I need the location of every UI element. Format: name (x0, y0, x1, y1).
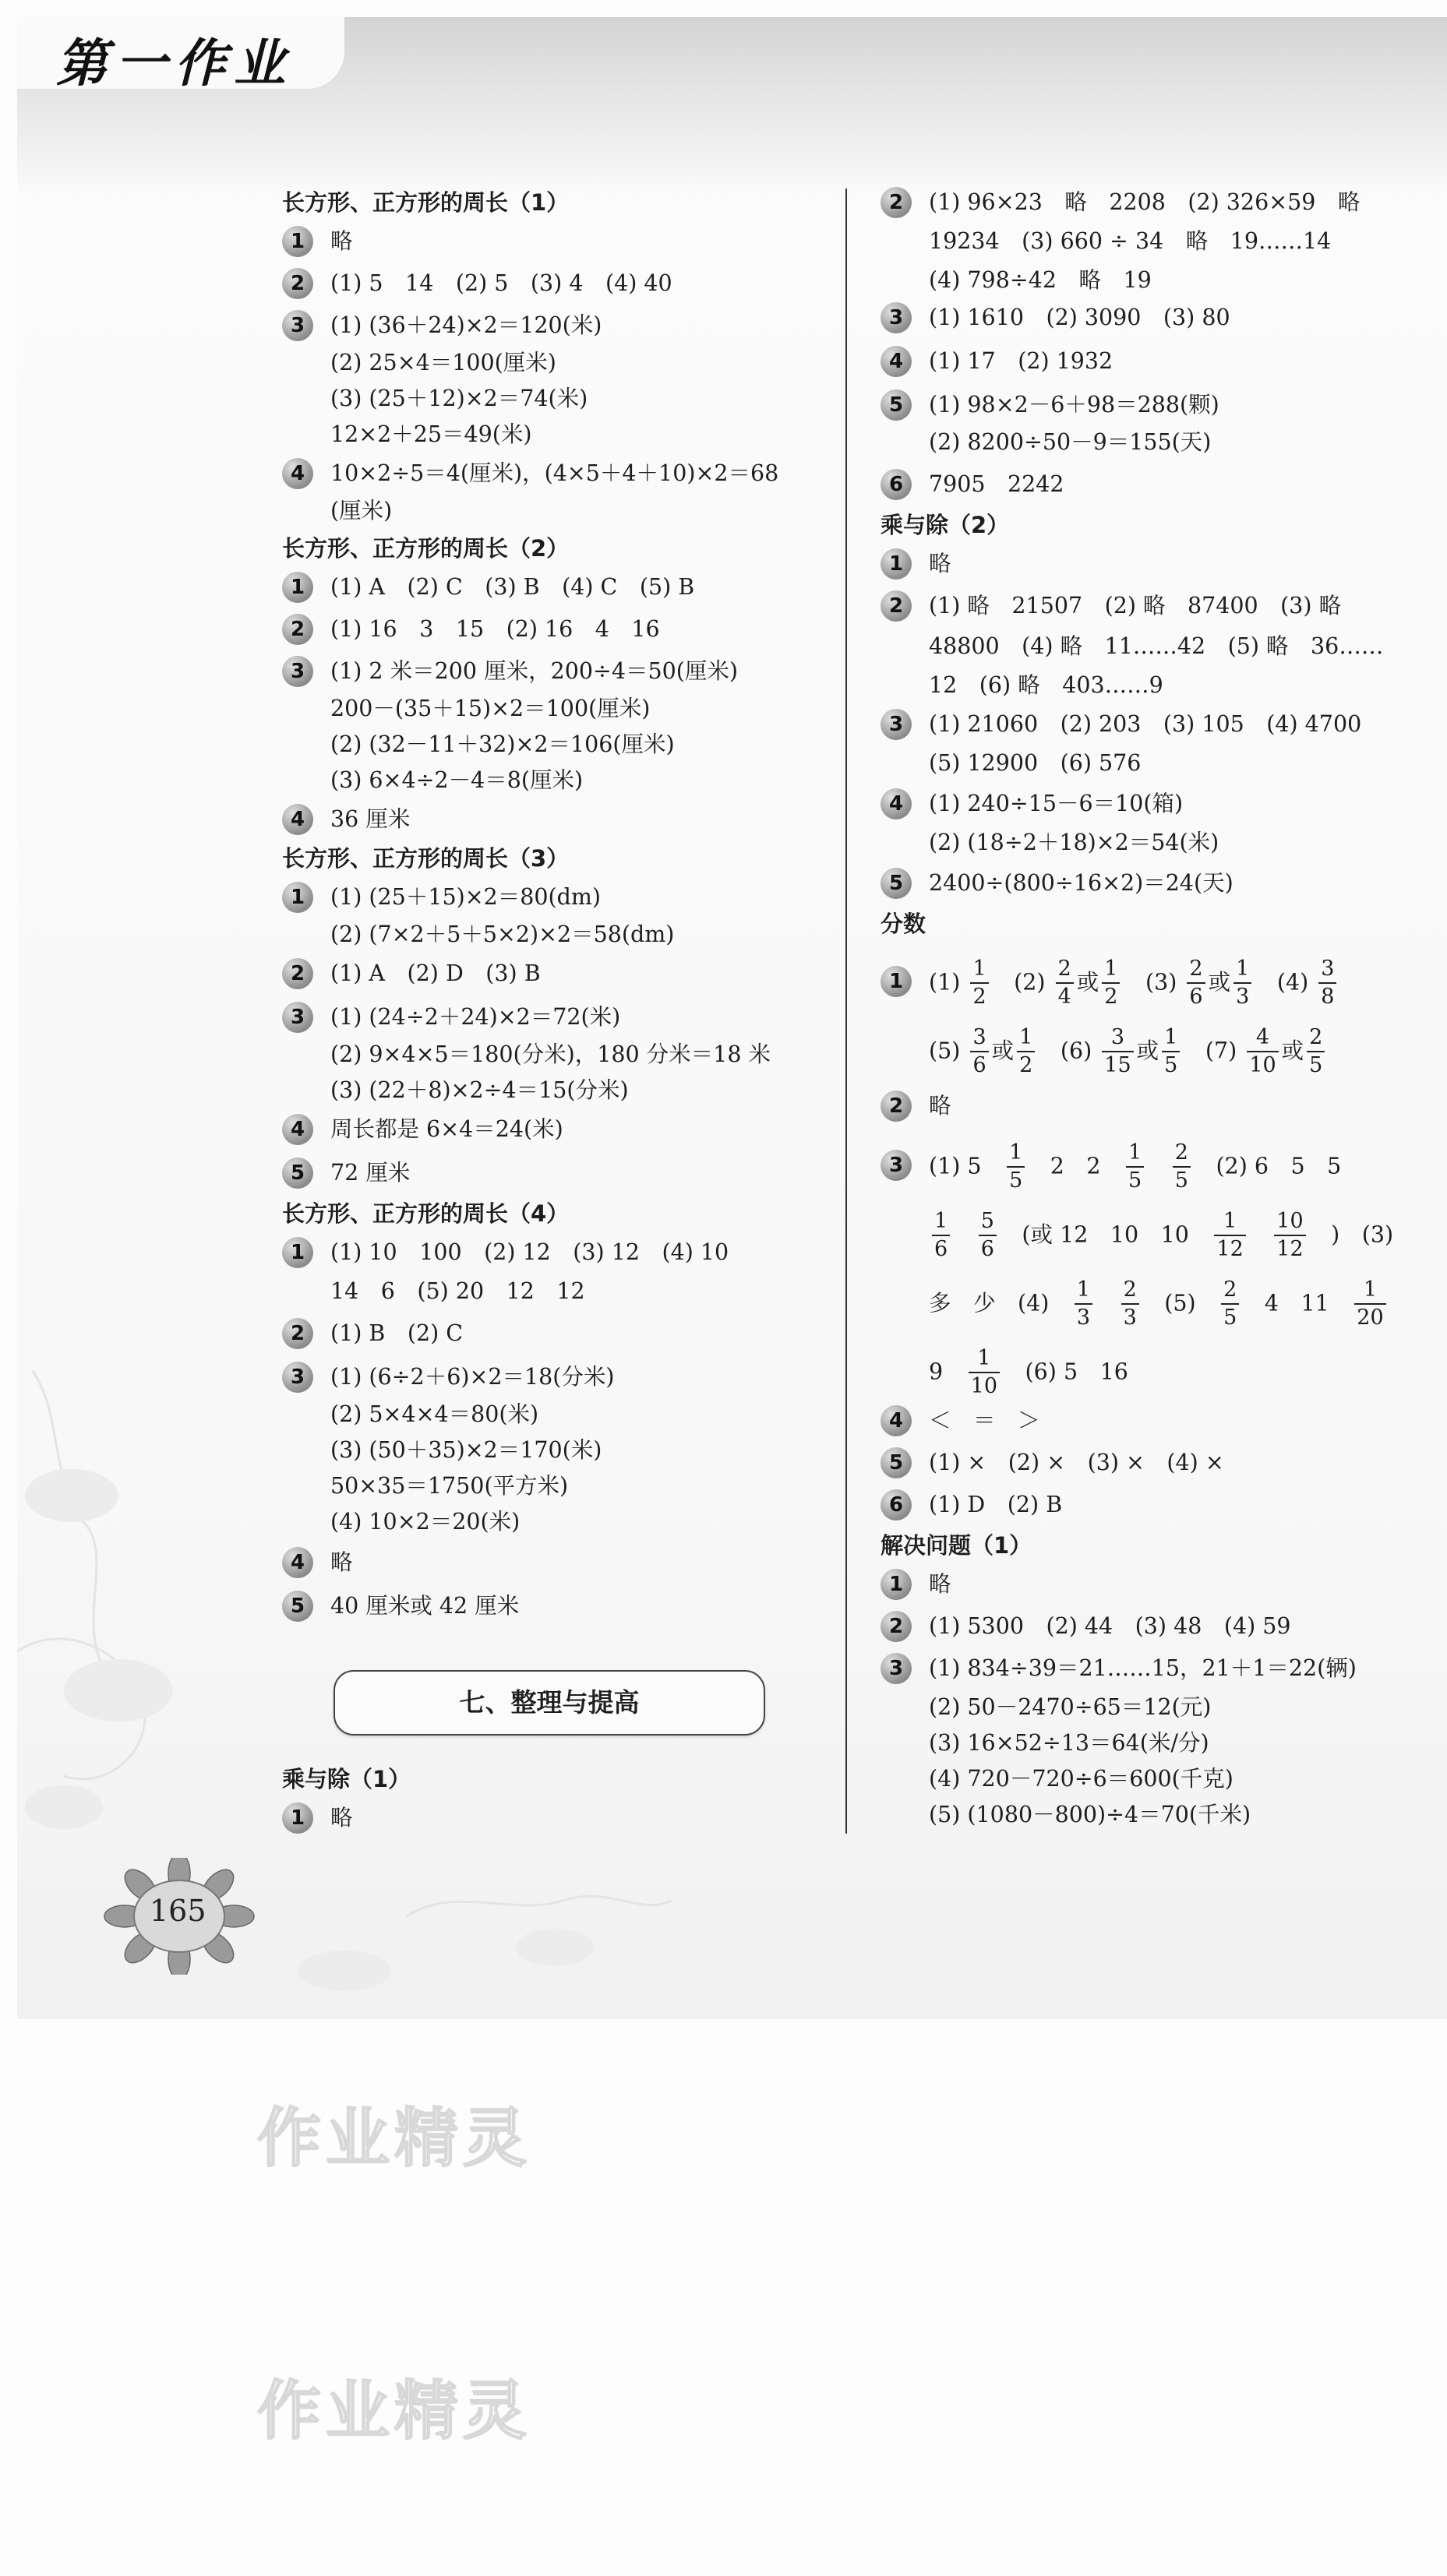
answer-text: 14 6 (5) 20 12 12 (330, 1278, 585, 1304)
fraction-numerator: 1 (1007, 1140, 1025, 1168)
fraction (1214, 1208, 1245, 1263)
answer-text: (1) 21060 (2) 203 (3) 105 (4) 4700 (929, 711, 1362, 737)
fraction-numerator: 5 (979, 1208, 997, 1236)
answer-text: 72 厘米 (330, 1160, 411, 1186)
answer-text (1038, 1038, 1061, 1064)
fraction (1126, 1140, 1144, 1194)
answer-text: (1) 834÷39＝21……15，21＋1＝22(辆) (929, 1655, 1357, 1681)
section-heading: 长方形、正方形的周长（4） (282, 1200, 570, 1227)
answer-text (1255, 970, 1277, 996)
question-number-badge: 3 (881, 1653, 912, 1684)
answer-text: (6) 5 16 (1025, 1358, 1151, 1385)
fraction-denominator: 6 (934, 1236, 948, 1261)
answer-text (1389, 1291, 1412, 1316)
answer-text: (2) (32－11＋32)×2＝106(厘米) (330, 731, 675, 757)
answer-text (1142, 1291, 1165, 1316)
answer-text: 9 (929, 1358, 965, 1385)
fraction (1233, 956, 1251, 1010)
answer-text: (1) 2 米＝200 厘米，200÷4＝50(厘米) (330, 658, 738, 684)
fraction (1102, 956, 1120, 1010)
answer-text: 2 2 (1050, 1153, 1124, 1179)
question-number-badge: 3 (881, 302, 912, 333)
watermark: 作业精灵 (257, 2374, 532, 2448)
answer-text (1096, 1291, 1118, 1316)
fraction-denominator: 2 (1019, 1052, 1033, 1077)
question-number-badge: 1 (881, 966, 912, 997)
question-number-badge: 5 (282, 1158, 313, 1189)
answer-text: (1) 16 3 15 (2) 16 4 16 (330, 616, 660, 642)
answer-text: 36 厘米 (330, 806, 411, 832)
fraction-denominator: 8 (1321, 984, 1335, 1009)
question-number-badge: 4 (282, 1114, 313, 1145)
fraction (1318, 956, 1336, 1010)
question-number-badge: 1 (881, 548, 912, 580)
answer-text: (6) (1060, 1038, 1099, 1064)
fraction-denominator: 10 (1249, 1052, 1276, 1077)
question-number-badge: 3 (282, 1362, 313, 1393)
answer-text: 周长都是 6×4＝24(米) (330, 1116, 563, 1142)
fraction (1102, 1024, 1133, 1079)
answer-text: (1) 略 21507 (2) 略 87400 (3) 略 (929, 593, 1342, 618)
answer-text: (1) A (2) C (3) B (4) C (5) B (330, 574, 695, 600)
question-number-badge: 5 (282, 1591, 313, 1622)
answer-text: (1) 98×2－6＋98＝288(颗) (929, 392, 1219, 418)
fraction-answer-line (929, 1203, 1416, 1265)
question-number-badge: 3 (881, 709, 912, 740)
answer-text: 或 (1136, 1038, 1159, 1064)
fraction-answer-line (929, 1340, 1150, 1402)
answer-text: (1) × (2) × (3) × (4) × (929, 1450, 1224, 1475)
answer-text: 多 少 (4) (929, 1290, 1071, 1316)
answer-text: (1) (24÷2＋24)×2＝72(米) (330, 1004, 621, 1030)
fraction-denominator: 6 (972, 1052, 986, 1077)
answer-text (1003, 1359, 1025, 1385)
answer-text: 12×2＋25＝49(米) (330, 421, 532, 447)
answer-text: (5) (929, 1038, 968, 1064)
fraction (1354, 1277, 1385, 1331)
fraction-denominator: 5 (1164, 1052, 1178, 1077)
question-number-badge: 3 (282, 656, 313, 687)
fraction (1173, 1140, 1191, 1194)
question-number-badge: 2 (282, 958, 313, 989)
fraction (1121, 1277, 1139, 1331)
answer-text (1249, 1222, 1272, 1248)
fraction-numerator: 1 (1017, 1024, 1035, 1052)
fraction-numerator: 1 (1075, 1277, 1092, 1305)
fraction-denominator: 5 (1128, 1168, 1142, 1193)
fraction-numerator: 1 (1233, 956, 1251, 984)
section-heading: 长方形、正方形的周长（3） (282, 845, 570, 872)
fraction (969, 1345, 1000, 1400)
fraction-numerator: 4 (1247, 1024, 1278, 1052)
question-number-badge: 4 (881, 346, 912, 377)
fraction-denominator: 12 (1276, 1236, 1304, 1261)
answer-text: 略 (330, 228, 353, 254)
question-number-badge: 5 (881, 1447, 912, 1478)
answer-text: 2400÷(800÷16×2)＝24(天) (929, 870, 1233, 896)
answer-text: 或 (991, 1038, 1015, 1064)
question-number-badge: 1 (282, 882, 313, 913)
fraction-denominator: 10 (970, 1373, 997, 1398)
answer-text: (4) (1276, 969, 1316, 996)
answer-text: (2) (7×2＋5＋5×2)×2＝58(dm) (330, 922, 675, 947)
question-number-badge: 4 (282, 458, 313, 489)
question-number-badge: 3 (282, 310, 313, 341)
answer-text: (1) D (2) B (929, 1492, 1063, 1517)
fraction (1007, 1140, 1025, 1194)
fraction (1162, 1024, 1180, 1079)
question-number-badge: 5 (881, 868, 912, 899)
fraction-numerator: 1 (1162, 1024, 1180, 1052)
answer-text: (5) (1164, 1290, 1219, 1316)
answer-text: (3) 6×4÷2－4＝8(厘米) (330, 767, 584, 793)
answer-text: (2) 8200÷50－9＝155(天) (929, 429, 1212, 455)
fraction-denominator: 3 (1236, 984, 1250, 1009)
answer-text: (4) 10×2＝20(米) (330, 1509, 521, 1535)
answer-text: (1) 5 14 (2) 5 (3) 4 (4) 40 (330, 270, 672, 296)
answer-text (1309, 1222, 1332, 1248)
fraction-numerator: 3 (1102, 1024, 1133, 1052)
answer-text (1183, 1038, 1205, 1064)
answer-text: 或 (1281, 1038, 1304, 1064)
fraction-numerator: 10 (1274, 1208, 1305, 1236)
question-number-badge: 3 (881, 1150, 912, 1181)
answer-text: 或 (1208, 969, 1231, 996)
answer-text (1000, 1222, 1022, 1248)
fraction (1187, 956, 1205, 1010)
section-heading: 乘与除（2） (881, 512, 1010, 538)
answer-text: 10×2÷5＝4(厘米)，(4×5＋4＋10)×2＝68 (330, 460, 779, 486)
answer-text: (1) B (2) C (330, 1320, 464, 1346)
answer-text: (1) 240÷15－6＝10(箱) (929, 791, 1184, 816)
fraction (979, 1208, 997, 1263)
fraction-denominator: 20 (1357, 1305, 1384, 1330)
answer-text: 200－(35＋15)×2＝100(厘米) (330, 696, 651, 721)
answer-text: (2) 50－2470÷65＝12(元) (929, 1694, 1212, 1720)
answer-text: (1) 17 (2) 1932 (929, 348, 1113, 374)
answer-text: 4 11 (1264, 1290, 1352, 1316)
answer-text: (3) (50＋35)×2＝170(米) (330, 1437, 602, 1463)
answer-text (1028, 1154, 1050, 1179)
answer-text: (2) 5×4×4＝80(米) (330, 1401, 539, 1427)
fraction-numerator: 1 (969, 1345, 1000, 1373)
answer-text: (2) 6 5 5 (1216, 1153, 1364, 1179)
fraction-numerator: 3 (1318, 956, 1336, 984)
fraction-numerator: 2 (1173, 1140, 1191, 1168)
answer-text: ) (3) (1331, 1221, 1416, 1248)
answer-text: (5) (1080－800)÷4＝70(千米) (929, 1802, 1251, 1827)
answer-text (1123, 970, 1145, 996)
answer-text: (2) (1014, 969, 1053, 996)
fraction-denominator: 4 (1057, 984, 1071, 1009)
answer-text: 略 (330, 1549, 353, 1575)
question-number-badge: 1 (282, 1802, 313, 1834)
fraction-denominator: 5 (1309, 1052, 1323, 1077)
fraction (932, 1208, 950, 1263)
fraction-numerator: 2 (1221, 1277, 1239, 1305)
question-number-badge: 1 (282, 1237, 313, 1268)
fraction-denominator: 5 (1009, 1168, 1023, 1193)
answer-text (1194, 1154, 1216, 1179)
fraction (1274, 1208, 1305, 1263)
fraction-numerator: 1 (1354, 1277, 1385, 1305)
answer-text: (3) 16×52÷13＝64(米/分) (929, 1730, 1209, 1756)
section-heading: 乘与除（1） (282, 1766, 411, 1792)
question-number-badge: 5 (881, 389, 912, 421)
answer-text: (或 12 10 10 (1022, 1221, 1212, 1248)
fraction (970, 956, 988, 1010)
answer-text (992, 970, 1015, 996)
fraction-numerator: 3 (970, 1024, 988, 1052)
fraction-answer-line (929, 950, 1362, 1013)
answer-text: 略 (330, 1805, 353, 1831)
answer-text: (1) A (2) D (3) B (330, 960, 541, 986)
answer-text: (1) (36＋24)×2＝120(米) (330, 312, 602, 338)
column-divider (845, 189, 847, 1834)
fraction (1017, 1024, 1035, 1079)
question-number-badge: 2 (881, 1091, 912, 1122)
page-number-flower (101, 1858, 257, 1975)
answer-text (1242, 1291, 1265, 1316)
answer-text: (3) (22＋8)×2÷4＝15(分米) (330, 1077, 629, 1103)
fraction-denominator: 12 (1216, 1236, 1244, 1261)
question-number-badge: 2 (881, 187, 912, 218)
answer-text: (2) (18÷2＋18)×2＝54(米) (929, 830, 1219, 855)
answer-text: 40 厘米或 42 厘米 (330, 1593, 520, 1619)
fraction-numerator: 2 (1187, 956, 1205, 984)
answer-text: ＜ ＝ ＞ (929, 1408, 1040, 1433)
question-number-badge: 1 (881, 1569, 912, 1600)
section-title: 七、整理与提高 (334, 1670, 765, 1736)
question-number-badge: 2 (881, 590, 912, 622)
question-number-badge: 6 (881, 469, 912, 500)
answer-text: 48800 (4) 略 11……42 (5) 略 36…… (929, 633, 1384, 659)
answer-text: 略 (929, 1093, 951, 1119)
question-number-badge: 4 (881, 788, 912, 819)
answer-text: (4) 720－720÷6＝600(千克) (929, 1766, 1233, 1792)
answer-text: (1) 5 (929, 1153, 1004, 1179)
answer-text: 50×35＝1750(平方米) (330, 1473, 569, 1499)
section-heading: 解决问题（1） (881, 1532, 1032, 1559)
watermark: 作业精灵 (257, 2102, 532, 2176)
question-number-badge: 6 (881, 1489, 912, 1521)
answer-text: (7) (1205, 1038, 1244, 1064)
fraction-numerator: 1 (970, 956, 988, 984)
page-title: 第一作业 (56, 33, 293, 93)
fraction-denominator: 2 (972, 984, 986, 1009)
section-heading: 长方形、正方形的周长（1） (282, 189, 570, 216)
answer-text: (1) 96×23 略 2208 (2) 326×59 略 (929, 189, 1361, 215)
answer-text: (3) (1145, 969, 1184, 996)
answer-text: 12 (6) 略 403……9 (929, 672, 1163, 698)
question-number-badge: 1 (282, 572, 313, 603)
question-number-badge: 2 (282, 1318, 313, 1349)
answer-text (953, 1222, 976, 1248)
fraction-answer-line (929, 1134, 1364, 1196)
answer-text: 略 (929, 1571, 951, 1597)
fraction-denominator: 6 (980, 1236, 994, 1261)
answer-text: (1) 5300 (2) 44 (3) 48 (4) 59 (929, 1613, 1291, 1639)
fraction-numerator: 1 (1102, 956, 1120, 984)
fraction-answer-line (929, 1271, 1411, 1334)
fraction-denominator: 6 (1189, 984, 1203, 1009)
fraction-denominator: 3 (1076, 1305, 1091, 1330)
answer-text: (3) (25＋12)×2＝74(米) (330, 386, 588, 411)
answer-text (1339, 970, 1362, 996)
question-number-badge: 2 (282, 268, 313, 299)
fraction-denominator: 5 (1174, 1168, 1188, 1193)
answer-text: 19234 (3) 660 ÷ 34 略 19……14 (929, 228, 1332, 254)
question-number-badge: 2 (282, 614, 313, 645)
question-number-badge: 3 (282, 1002, 313, 1033)
answer-text: 7905 2242 (929, 471, 1064, 497)
answer-text: 或 (1076, 969, 1099, 996)
answer-text: (1) (929, 969, 968, 996)
answer-text: (2) 9×4×5＝180(分米)，180 分米＝18 米 (330, 1041, 771, 1067)
fraction-numerator: 1 (1126, 1140, 1144, 1168)
answer-text: (1) 1610 (2) 3090 (3) 80 (929, 305, 1230, 330)
fraction-denominator: 3 (1123, 1305, 1137, 1330)
page-number: 165 (150, 1894, 206, 1928)
answer-text: (2) 25×4＝100(厘米) (330, 350, 556, 375)
fraction-answer-line (929, 1019, 1350, 1081)
fraction (970, 1024, 988, 1079)
answer-text: (4) 798÷42 略 19 (929, 267, 1152, 293)
answer-text: 略 (929, 551, 951, 576)
question-number-badge: 1 (282, 226, 313, 257)
question-number-badge: 4 (282, 1547, 313, 1578)
answer-text (1147, 1154, 1170, 1179)
question-number-badge: 4 (282, 804, 313, 835)
answer-text: (1) (25＋15)×2＝80(dm) (330, 884, 601, 910)
fraction-numerator: 1 (932, 1208, 950, 1236)
answer-text: (5) 12900 (6) 576 (929, 750, 1142, 776)
answer-text: (厘米) (330, 498, 393, 523)
question-number-badge: 2 (881, 1611, 912, 1642)
fraction-denominator: 2 (1104, 984, 1118, 1009)
section-heading: 长方形、正方形的周长（2） (282, 535, 570, 562)
answer-text (1328, 1038, 1350, 1064)
answer-text: (1) 10 100 (2) 12 (3) 12 (4) 10 (330, 1239, 729, 1265)
fraction (1075, 1277, 1092, 1331)
fraction-numerator: 2 (1056, 956, 1074, 984)
answer-text: (1) (6÷2＋6)×2＝18(分米) (330, 1364, 615, 1390)
section-heading: 分数 (881, 911, 926, 937)
fraction-numerator: 2 (1121, 1277, 1139, 1305)
fraction-numerator: 2 (1307, 1024, 1325, 1052)
fraction-denominator: 15 (1104, 1052, 1131, 1077)
fraction-denominator: 5 (1223, 1305, 1237, 1330)
fraction (1056, 956, 1074, 1010)
question-number-badge: 4 (881, 1405, 912, 1436)
fraction (1221, 1277, 1239, 1331)
fraction-numerator: 1 (1214, 1208, 1245, 1236)
fraction (1307, 1024, 1325, 1079)
fraction (1247, 1024, 1278, 1079)
